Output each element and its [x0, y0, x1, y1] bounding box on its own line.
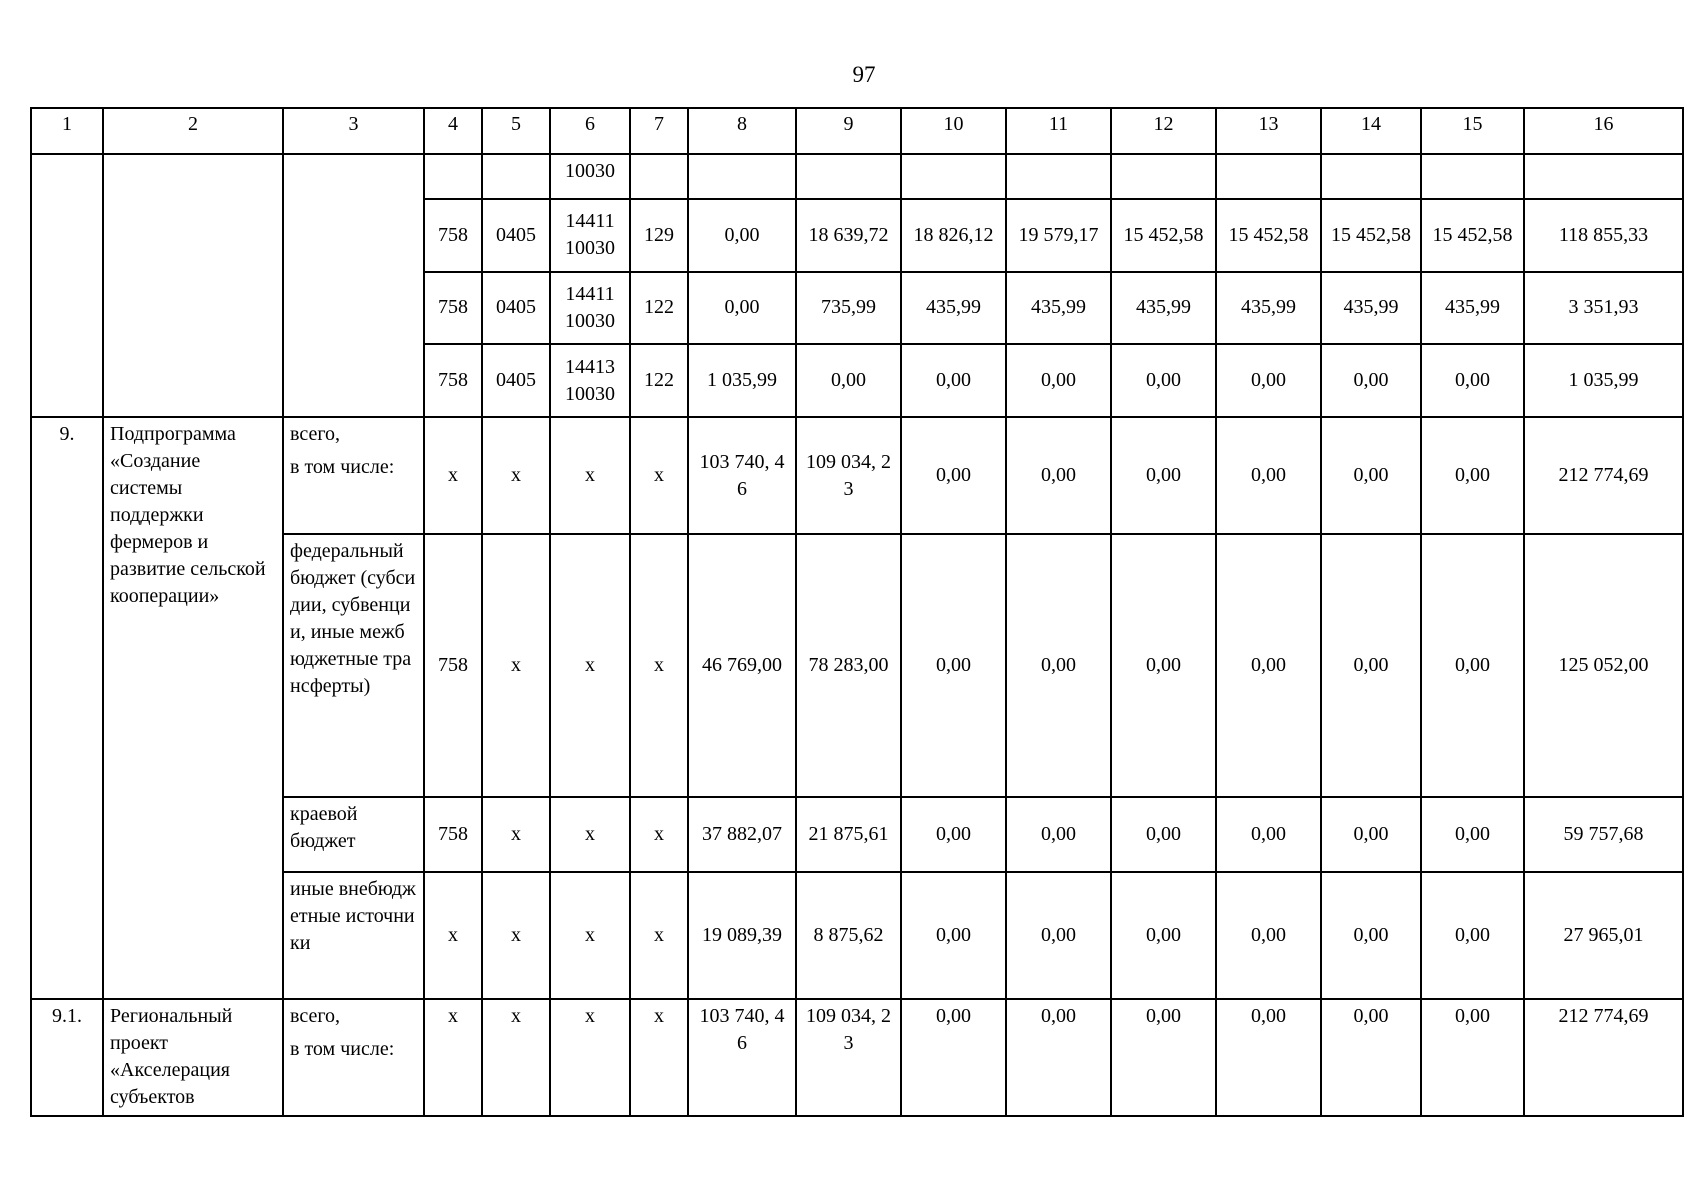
cell-line: 14413	[565, 355, 615, 378]
table-cell: 10030	[550, 154, 630, 198]
table-cell: 78 283,00	[796, 534, 901, 797]
table-cell: 0,00	[1006, 999, 1111, 1116]
table-cell: 0,00	[901, 344, 1006, 417]
table-cell	[482, 154, 550, 198]
header-cell: 6	[550, 108, 630, 154]
table-cell: 0,00	[1216, 417, 1321, 534]
section-number: 9.1.	[31, 999, 103, 1116]
row-label-line: всего,	[290, 1004, 341, 1027]
table-cell: 0,00	[1216, 797, 1321, 872]
table-cell	[550, 199, 630, 272]
table-cell: 0,00	[1006, 417, 1111, 534]
row-label-line: всего,	[290, 423, 341, 446]
table-cell: x	[550, 534, 630, 797]
header-cell: 15	[1421, 108, 1524, 154]
table-cell: 0405	[482, 344, 550, 417]
table-cell: x	[550, 872, 630, 999]
table-cell: 19 089,39	[688, 872, 796, 999]
table-cell	[1216, 154, 1321, 198]
section-number: 9.	[31, 417, 103, 999]
table-cell: 0,00	[796, 344, 901, 417]
table-cell: 758	[424, 272, 482, 345]
table-cell: 0,00	[688, 199, 796, 272]
row-label-line: в том числе:	[290, 456, 395, 479]
table-cell: x	[630, 417, 688, 534]
table-cell	[550, 344, 630, 417]
header-cell: 14	[1321, 108, 1421, 154]
table-cell	[796, 154, 901, 198]
table-cell: 0,00	[1321, 344, 1421, 417]
table-cell: 27 965,01	[1524, 872, 1683, 999]
table-cell	[103, 154, 283, 417]
table-cell: 0,00	[1216, 534, 1321, 797]
table-cell: 15 452,58	[1111, 199, 1216, 272]
header-cell: 16	[1524, 108, 1683, 154]
table-cell: x	[482, 534, 550, 797]
table-cell: x	[550, 797, 630, 872]
table-cell: 758	[424, 534, 482, 797]
table-cell: 59 757,68	[1524, 797, 1683, 872]
table-cell: x	[482, 872, 550, 999]
table-cell: x	[424, 872, 482, 999]
table-cell: 0,00	[901, 417, 1006, 534]
table-cell: 212 774,69	[1524, 417, 1683, 534]
table-cell: 18 826,12	[901, 199, 1006, 272]
table-cell: x	[630, 999, 688, 1116]
header-cell: 4	[424, 108, 482, 154]
table-cell: 21 875,61	[796, 797, 901, 872]
table-cell: 0,00	[1321, 797, 1421, 872]
table-cell: 1 035,99	[688, 344, 796, 417]
table-cell: 129	[630, 199, 688, 272]
table-cell: 0,00	[1006, 797, 1111, 872]
table-cell: 0,00	[688, 272, 796, 345]
table-cell: 3 351,93	[1524, 272, 1683, 345]
table-cell: 0,00	[901, 797, 1006, 872]
table-cell: 435,99	[1216, 272, 1321, 345]
table-cell	[424, 154, 482, 198]
table-cell: x	[550, 999, 630, 1116]
table-cell: 0,00	[1111, 999, 1216, 1116]
header-cell: 8	[688, 108, 796, 154]
table-cell: 0,00	[1111, 417, 1216, 534]
page-number: 97	[852, 62, 876, 87]
header-cell: 11	[1006, 108, 1111, 154]
table-cell: 122	[630, 344, 688, 417]
header-cell: 1	[31, 108, 103, 154]
table-cell	[1524, 154, 1683, 198]
table-cell: 435,99	[1321, 272, 1421, 345]
row-label-line: в том числе:	[290, 1037, 395, 1060]
table-cell	[31, 154, 103, 417]
table-cell: 15 452,58	[1321, 199, 1421, 272]
table-cell: 0,00	[1321, 417, 1421, 534]
table-cell: 758	[424, 797, 482, 872]
table-cell	[901, 154, 1006, 198]
table-cell: 0,00	[1216, 999, 1321, 1116]
table-cell: 46 769,00	[688, 534, 796, 797]
table-cell: x	[424, 999, 482, 1116]
table-cell: 18 639,72	[796, 199, 901, 272]
cell-line: 14411	[565, 282, 615, 305]
table-cell: 109 034, 23	[796, 417, 901, 534]
table-cell: 0,00	[1111, 872, 1216, 999]
table-cell: 0,00	[1216, 872, 1321, 999]
table-cell: 0,00	[1421, 797, 1524, 872]
table-cell	[283, 154, 424, 417]
table-cell: 758	[424, 199, 482, 272]
header-cell: 13	[1216, 108, 1321, 154]
table-cell	[1006, 154, 1111, 198]
table-cell: 0,00	[901, 999, 1006, 1116]
table-cell: 103 740, 46	[688, 999, 796, 1116]
table-cell: 0,00	[1421, 999, 1524, 1116]
table-cell: 0,00	[1111, 344, 1216, 417]
table-cell: 435,99	[1421, 272, 1524, 345]
header-cell: 10	[901, 108, 1006, 154]
header-cell: 5	[482, 108, 550, 154]
table-cell	[1111, 154, 1216, 198]
cell-line: 10030	[565, 382, 615, 405]
table-cell: 0,00	[1321, 872, 1421, 999]
table-cell: 0,00	[1421, 417, 1524, 534]
table-cell: 0,00	[1421, 534, 1524, 797]
table-cell: 15 452,58	[1421, 199, 1524, 272]
table-cell: 0,00	[1321, 534, 1421, 797]
header-cell: 7	[630, 108, 688, 154]
table-cell	[550, 272, 630, 345]
table-cell: x	[630, 872, 688, 999]
table-cell	[1421, 154, 1524, 198]
row-label	[283, 999, 424, 1116]
table-cell	[688, 154, 796, 198]
row-label: краевой бюджет	[283, 797, 424, 872]
table-cell: 122	[630, 272, 688, 345]
table-cell: 0405	[482, 199, 550, 272]
table-cell: 0405	[482, 272, 550, 345]
table-cell: 0,00	[1006, 872, 1111, 999]
row-label	[283, 417, 424, 534]
table-cell: 0,00	[1421, 344, 1524, 417]
table-cell: 109 034, 23	[796, 999, 901, 1116]
table-cell: 435,99	[901, 272, 1006, 345]
table-cell: 0,00	[1421, 872, 1524, 999]
table-cell	[1321, 154, 1421, 198]
table-cell: 212 774,69	[1524, 999, 1683, 1116]
table-cell: 758	[424, 344, 482, 417]
table-cell: x	[482, 797, 550, 872]
table-cell: 0,00	[901, 534, 1006, 797]
table-cell: x	[630, 797, 688, 872]
table-cell: 0,00	[1006, 344, 1111, 417]
header-row	[31, 108, 1683, 154]
cell-line: 10030	[565, 237, 615, 260]
table-cell: 19 579,17	[1006, 199, 1111, 272]
table-cell: 735,99	[796, 272, 901, 345]
table-row	[31, 154, 1683, 198]
section-name: Подпрограмма «Создание системы поддержки фермеров и развитие сельской кооперации»	[103, 417, 283, 999]
budget-table	[30, 107, 1684, 1117]
table-cell: 0,00	[1111, 534, 1216, 797]
table-cell: 125 052,00	[1524, 534, 1683, 797]
table-cell: 0,00	[901, 872, 1006, 999]
table-cell	[630, 154, 688, 198]
table-cell: 103 740, 46	[688, 417, 796, 534]
table-cell: 8 875,62	[796, 872, 901, 999]
table-cell: x	[630, 534, 688, 797]
table-cell: 435,99	[1111, 272, 1216, 345]
cell-line: 14411	[565, 210, 615, 233]
table-cell: x	[482, 417, 550, 534]
table-cell: 1 035,99	[1524, 344, 1683, 417]
header-cell: 12	[1111, 108, 1216, 154]
table-cell: 0,00	[1111, 797, 1216, 872]
header-cell: 2	[103, 108, 283, 154]
table-row	[31, 999, 1683, 1116]
table-cell: x	[482, 999, 550, 1116]
table-cell: 435,99	[1006, 272, 1111, 345]
table-cell: 0,00	[1216, 344, 1321, 417]
cell-line: 10030	[565, 309, 615, 332]
table-cell: 118 855,33	[1524, 199, 1683, 272]
table-cell: 0,00	[1006, 534, 1111, 797]
header-cell: 3	[283, 108, 424, 154]
header-cell: 9	[796, 108, 901, 154]
table-cell: 0,00	[1321, 999, 1421, 1116]
section-name: Региональный проект «Акселерация субъектов	[103, 999, 283, 1116]
table-cell: 15 452,58	[1216, 199, 1321, 272]
row-label: иные внебюджетные источники	[283, 872, 424, 999]
table-cell: 37 882,07	[688, 797, 796, 872]
table-cell: x	[550, 417, 630, 534]
row-label: федеральный бюджет (субсидии, субвенции, иные межбюджетные трансферты)	[283, 534, 424, 797]
table-cell: x	[424, 417, 482, 534]
table-row	[31, 417, 1683, 534]
